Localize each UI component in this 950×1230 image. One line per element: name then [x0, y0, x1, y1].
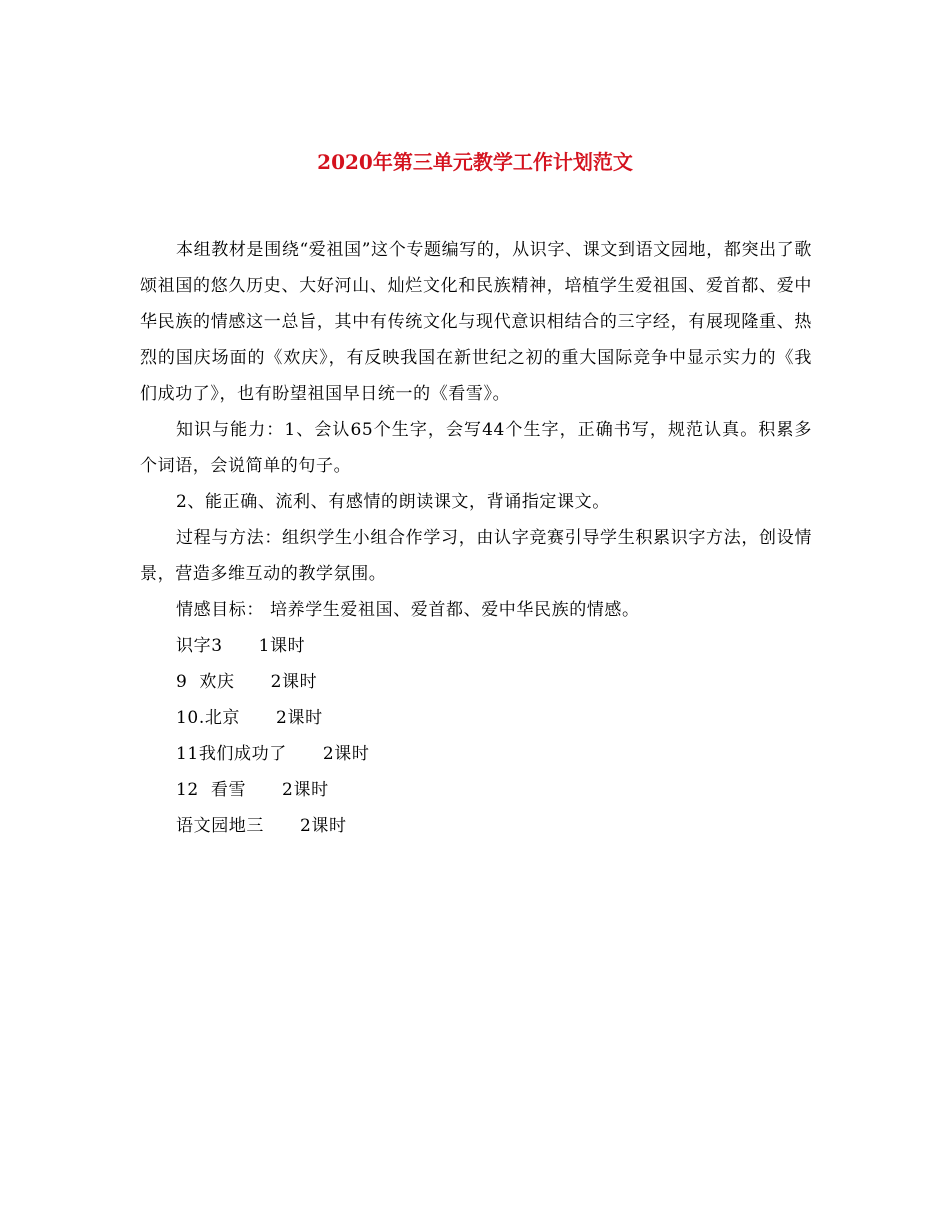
schedule-lesson: 10.北京	[176, 708, 241, 728]
schedule-row	[140, 736, 812, 772]
paragraph-process-method: 过程与方法：组织学生小组合作学习，由认字竞赛引导学生积累识字方法，创设情景，营造多维互动的教学氛围。	[140, 528, 812, 584]
schedule-lesson: 识字3	[176, 636, 223, 656]
schedule-hours: 2课时	[270, 672, 318, 692]
schedule-lesson: 语文园地三	[176, 816, 264, 836]
schedule-hours: 2课时	[282, 780, 329, 800]
schedule-row	[140, 628, 812, 664]
schedule-hours: 2课时	[322, 744, 370, 764]
document-body	[140, 232, 812, 844]
paragraph-knowledge-ability: 知识与能力：1、会认65个生字，会写44个生字，正确书写，规范认真。积累多个词语，会说简单的句子。	[140, 420, 812, 476]
schedule-lesson: 9 欢庆	[176, 672, 235, 692]
schedule-hours: 2课时	[276, 708, 323, 728]
schedule-row	[140, 700, 812, 736]
schedule-lesson: 12 看雪	[176, 780, 247, 800]
schedule-row	[140, 808, 812, 844]
schedule-lesson: 11我们成功了	[176, 744, 287, 764]
schedule-row	[140, 772, 812, 808]
schedule-row	[140, 664, 812, 700]
paragraph-emotion-goal: 情感目标： 培养学生爱祖国、爱首都、爱中华民族的情感。	[176, 600, 640, 620]
paragraph-reading-goal: 2、能正确、流利、有感情的朗读课文，背诵指定课文。	[176, 492, 610, 512]
document-title: 2020年第三单元教学工作计划范文	[317, 150, 633, 174]
schedule-hours: 1课时	[258, 636, 306, 656]
paragraph-intro: 本组教材是围绕“爱祖国”这个专题编写的，从识字、课文到语文园地，都突出了歌颂祖国的悠久历史、大好河山、灿烂文化和民族精神，培植学生爱祖国、爱首都、爱中华民族的情感这一总旨，其中有传统文化与现代意识相结合的三字经，有展现隆重、热烈的国庆场面的《欢庆》，有反映我国在新世纪之初的重大国际竞争中显示实力的《我们成功了》，也有盼望祖国早日统一的《看雪》。	[140, 240, 812, 404]
schedule-hours: 2课时	[300, 816, 347, 836]
